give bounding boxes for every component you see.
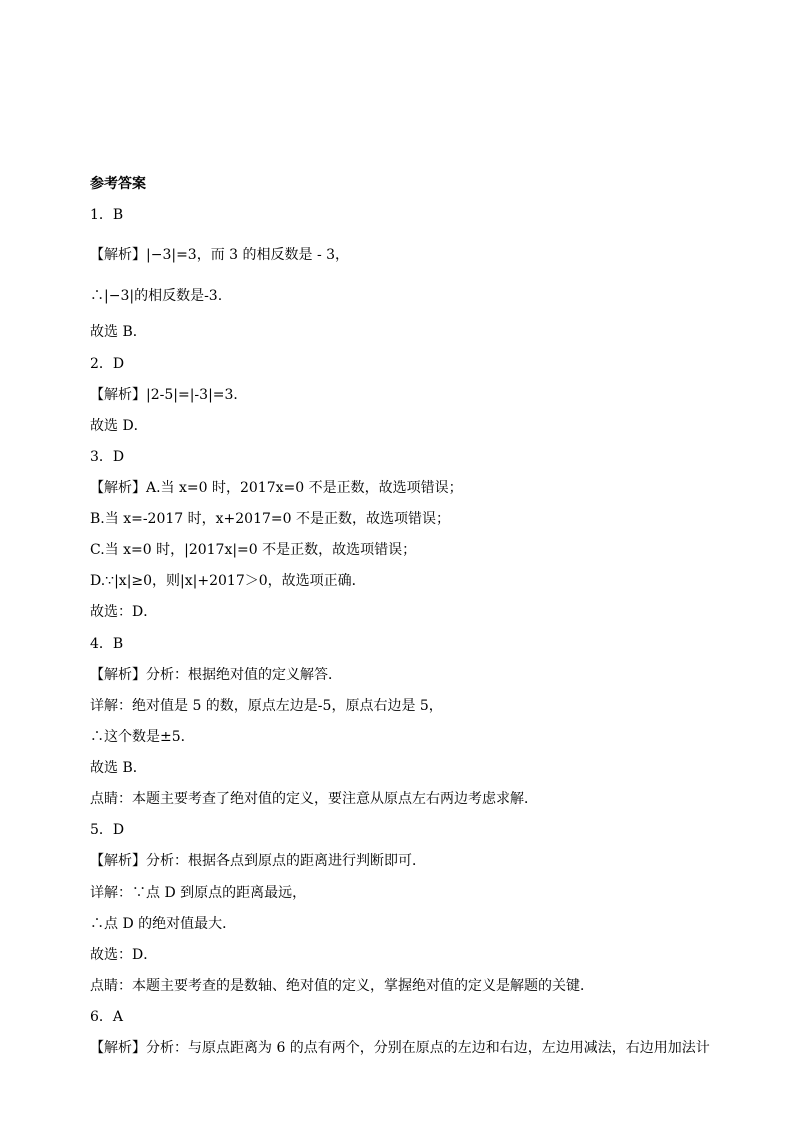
answer-line: 故选：D． [90,947,158,963]
page-heading: 参考答案 [90,176,146,192]
answer-line: 4．B [90,636,124,652]
answer-line: 3．D [90,449,125,465]
answer-line: C.当 x=0 时，|2017x|=0 不是正数，故选项错误； [90,542,417,558]
answer-line: 【解析】|−3|=3，而 3 的相反数是 - 3， [90,247,350,263]
answer-line: B.当 x=-2017 时，x+2017=0 不是正数，故选项错误； [90,511,450,527]
answer-line: 【解析】|2-5|=|-3|=3． [90,387,248,403]
answer-line: 故选 D． [90,418,148,434]
answer-line: 5．D [90,822,125,838]
answer-line: 故选：D． [90,604,158,620]
answer-line: D.∵|x|≥0，则|x|+2017＞0，故选项正确． [90,573,366,589]
answer-line: 详解：绝对值是 5 的数，原点左边是-5，原点右边是 5， [90,698,443,714]
answer-line: 2．D [90,356,125,372]
answer-line: 点睛：本题主要考查了绝对值的定义，要注意从原点左右两边考虑求解． [90,791,538,807]
answer-line: 详解：∵点 D 到原点的距离最远， [90,885,307,901]
answer-line: 故选 B． [90,760,147,776]
answer-line: ∴|−3|的相反数是-3. [90,288,223,304]
answer-line: 【解析】分析：根据各点到原点的距离进行判断即可． [90,853,426,869]
answer-line: 【解析】A.当 x=0 时，2017x=0 不是正数，故选项错误； [90,480,463,496]
answer-line: ∴这个数是±5． [90,729,195,745]
answer-line: 6．A [90,1009,124,1025]
answer-line: 1．B [90,207,124,223]
answer-line: 点睛：本题主要考查的是数轴、绝对值的定义，掌握绝对值的定义是解题的关键． [90,978,594,994]
answer-line: 故选 B． [90,324,147,340]
answer-line: 【解析】分析：根据绝对值的定义解答． [90,667,342,683]
answer-line: ∴点 D 的绝对值最大． [90,916,237,932]
answer-line: 【解析】分析：与原点距离为 6 的点有两个，分别在原点的左边和右边，左边用减法，右边用加法计 [90,1040,710,1056]
